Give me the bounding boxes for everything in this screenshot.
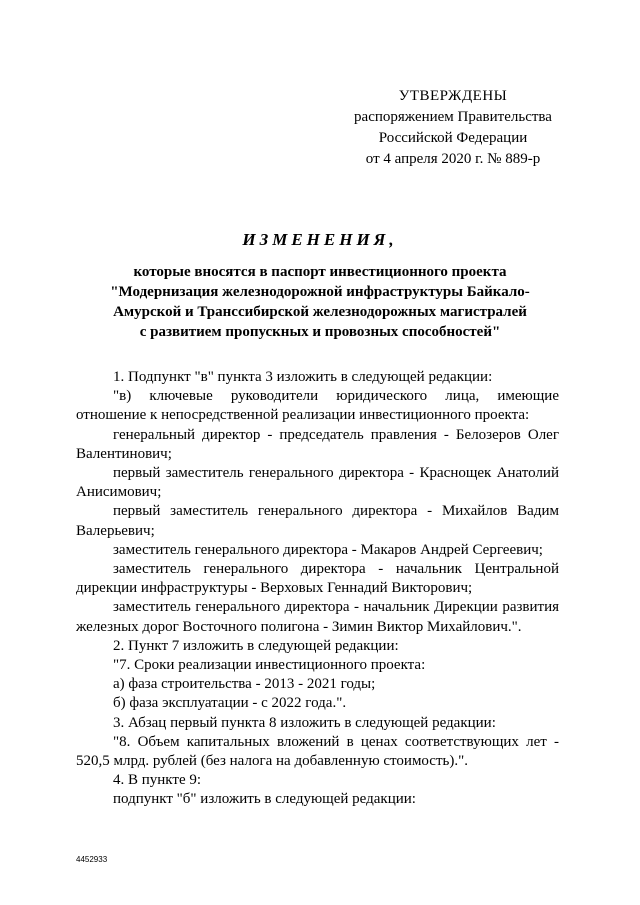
paragraph-2: "в) ключевые руководители юридического лица, имеющие отношение к непосредственной реализации инвестиционного проекта: [76,388,559,424]
paragraph-15: 4. В пункте 9: [113,772,202,789]
title-sub-line-3: Амурской и Транссибирской железнодорожных магистралей [113,304,527,320]
title-word: ИЗМЕНЕНИЯ, [242,230,398,249]
paragraph-1: 1. Подпункт "в" пункта 3 изложить в следующей редакции: [113,369,493,385]
paragraph-16: подпункт "б" изложить в следующей редакции: [113,791,416,808]
document-code: 4452933 [76,855,108,864]
document-body [76,368,559,810]
paragraph-8: заместитель генерального директора - начальник Дирекции развития железных дорог Восточного полигона - Зимин Виктор Михайлович.". [76,599,559,635]
approval-block [338,86,568,170]
paragraph-9: 2. Пункт 7 изложить в следующей редакции: [113,637,399,654]
paragraph-5: первый заместитель генерального директора - Михайлов Вадим Валерьевич; [76,503,559,539]
approval-line-1: распоряжением Правительства [354,109,552,125]
approval-heading: УТВЕРЖДЕНЫ [398,88,508,104]
paragraph-11: а) фаза строительства - 2013 - 2021 годы; [113,676,376,693]
paragraph-6: заместитель генерального директора - Макаров Андрей Сергеевич; [113,541,543,558]
paragraph-3: генеральный директор - председатель правления - Белозеров Олег Валентинович; [76,426,559,462]
paragraph-12: б) фаза эксплуатации - с 2022 года.". [113,695,347,712]
title-sub-line-1: которые вносятся в паспорт инвестиционного проекта [133,264,507,280]
title-sub-line-2: "Модернизация железнодорожной инфраструктуры Байкало- [110,284,530,300]
approval-line-3: от 4 апреля 2020 г. № 889-р [365,151,541,167]
paragraph-4: первый заместитель генерального директора - Краснощек Анатолий Анисимович; [76,465,559,501]
paragraph-7: заместитель генерального директора - начальник Центральной дирекции инфраструктуры - Верховых Геннадий Викторович; [76,561,559,597]
paragraph-13: 3. Абзац первый пункта 8 изложить в следующей редакции: [113,714,496,731]
document-title [60,230,580,342]
paragraph-14: "8. Объем капитальных вложений в ценах соответствующих лет - 520,5 млрд. рублей (без налога на добавленную стоимость).". [76,733,559,770]
paragraph-10: "7. Сроки реализации инвестиционного проекта: [113,657,426,674]
title-sub-line-4: с развитием пропускных и провозных способностей" [139,324,501,340]
approval-line-2: Российской Федерации [378,130,528,146]
